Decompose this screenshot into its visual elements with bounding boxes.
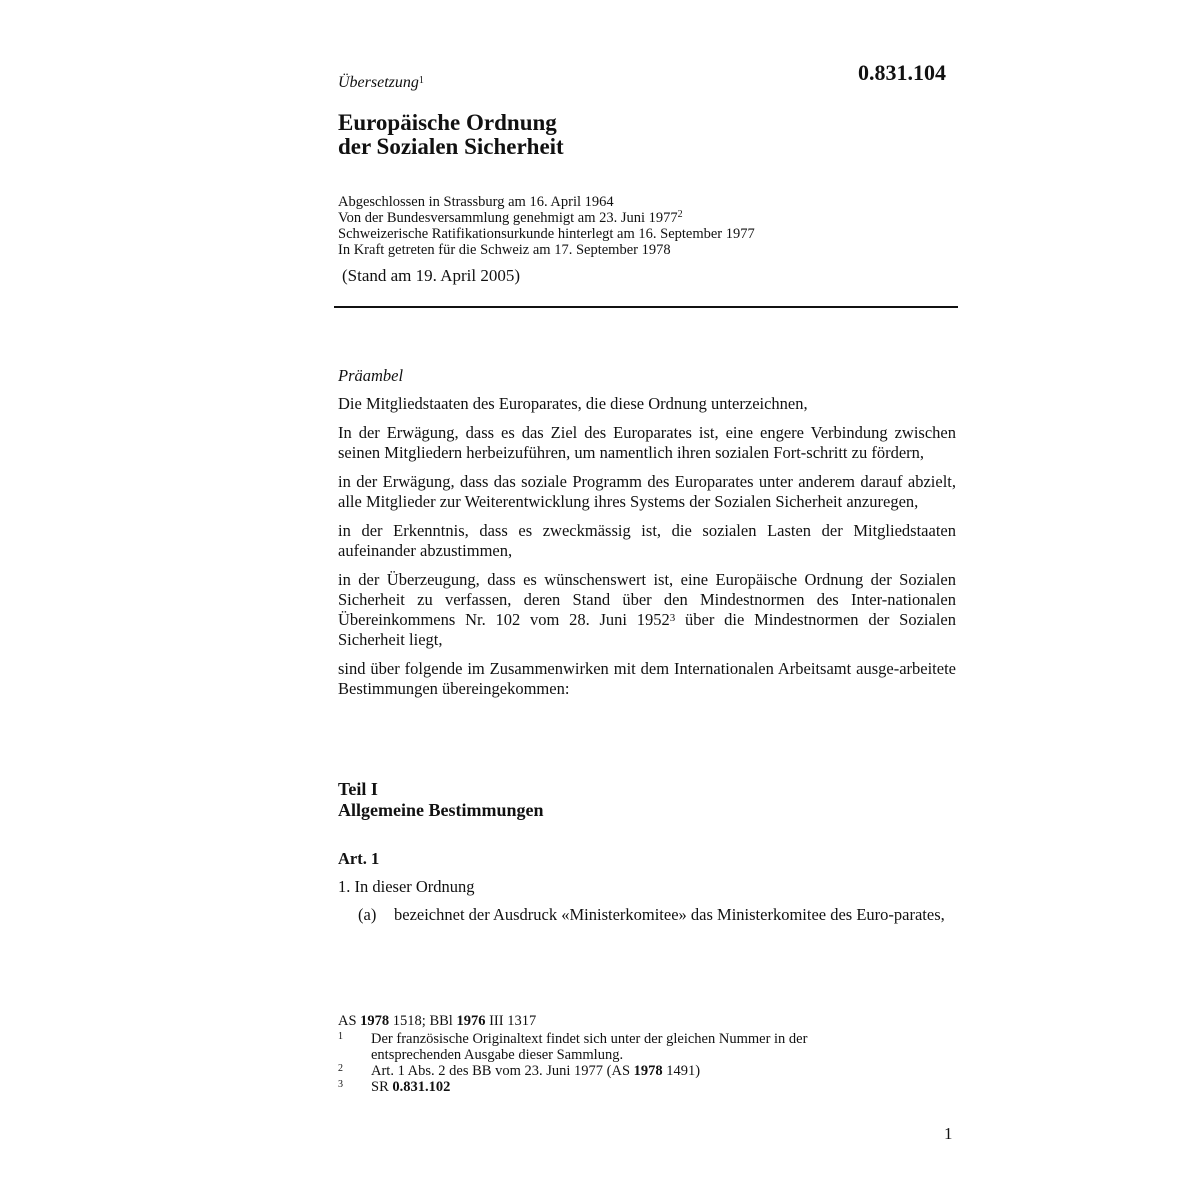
approved-date-text: Von der Bundesversammlung genehmigt am 23. Juni 1977	[338, 210, 678, 226]
preamble-body	[338, 394, 956, 708]
preamble-paragraph-6: sind über folgende im Zusammenwirken mit dem Internationalen Arbeitsamt ausge-arbeitete Bestimmungen übereingekommen:	[338, 659, 956, 698]
document-metadata	[338, 194, 755, 258]
preamble-paragraph-4: in der Erkenntnis, dass es zweckmässig ist, die sozialen Lasten der Mitgliedstaaten aufeinander abzustimmen,	[338, 521, 956, 560]
preamble-paragraph-1: Die Mitgliedstaaten des Europarates, die diese Ordnung unterzeichnen,	[338, 394, 808, 413]
sr-number: 0.831.104	[858, 60, 946, 85]
page-number: 1	[944, 1124, 953, 1143]
footnote-ref-2[interactable]: 2	[677, 209, 683, 220]
preamble-paragraph-2: In der Erwägung, dass es das Ziel des Europarates ist, eine engere Verbindung zwischen seinen Mitgliedern herbeizuführen, um namentlich ihren sozialen Fort-schritt zu fördern,	[338, 423, 956, 462]
document-title	[338, 111, 564, 159]
footnote-1	[338, 1031, 891, 1063]
part-number: Teil I	[338, 779, 378, 799]
preamble-heading: Präambel	[338, 366, 404, 385]
footnote-2-number: 2	[338, 1063, 343, 1074]
item-a-text: bezeichnet der Ausdruck «Ministerkomitee» das Ministerkomitee des Euro-parates,	[394, 905, 945, 924]
footnote-3-text	[371, 1079, 891, 1095]
as-prefix: AS	[338, 1013, 361, 1029]
footnote-2-text	[371, 1063, 891, 1079]
footnote-ref-1[interactable]: 1	[418, 75, 424, 86]
footnotes	[338, 1013, 891, 1095]
preamble-paragraph-3: in der Erwägung, dass das soziale Programm des Europarates unter anderem darauf abzielt, alle Mitglieder zur Weiterentwicklung ihres Systems der Sozialen Sicherheit anzuregen,	[338, 472, 956, 511]
preamble-paragraph-5	[338, 570, 956, 650]
preamble-paragraph-5-text: in der Überzeugung, dass es wünschenswert ist, eine Europäische Ordnung der Sozialen Sicherheit zu verfassen, deren Stand über den Mindestnormen des Inter-nationalen Übereinkommens Nr. 102 vom 28. Juni 1952	[338, 570, 956, 629]
document-title-line2: der Sozialen Sicherheit	[338, 134, 564, 159]
footnote-2-text-end: 1491)	[662, 1063, 701, 1079]
footnote-3-reference[interactable]: 0.831.102	[392, 1079, 451, 1095]
footnote-1-text: Der französische Originaltext findet sich unter der gleichen Nummer in der entsprechenden Ausgabe dieser Sammlung.	[371, 1031, 808, 1063]
footnote-3-prefix: SR	[371, 1079, 393, 1095]
part-title: Allgemeine Bestimmungen	[338, 800, 544, 820]
footnote-ref-3[interactable]: 3	[669, 612, 676, 624]
footnote-2-year: 1978	[633, 1063, 663, 1079]
preamble-paragraph-5-text-end: über die Mindestnormen der Sozialen Sicherheit liegt,	[338, 610, 956, 649]
document-title-line1: Europäische Ordnung	[338, 110, 557, 135]
as-suffix: III 1317	[485, 1013, 537, 1029]
footnote-3	[338, 1079, 891, 1095]
footnote-2-text-start: Art. 1 Abs. 2 des BB vom 23. Juni 1977 (AS	[371, 1063, 634, 1079]
official-collection-ref	[338, 1013, 891, 1029]
footnote-2	[338, 1063, 891, 1079]
concluded-date: Abgeschlossen in Strassburg am 16. April 1964	[338, 194, 614, 210]
as-year: 1978	[360, 1013, 390, 1029]
article-heading: Art. 1	[338, 849, 380, 868]
ratified-date: Schweizerische Ratifikationsurkunde hinterlegt am 16. September 1977	[338, 226, 755, 242]
as-mid: 1518; BBl	[389, 1013, 457, 1029]
part-heading	[338, 779, 543, 821]
stand-date: (Stand am 19. April 2005)	[342, 266, 521, 285]
in-force-date: In Kraft getreten für die Schweiz am 17. September 1978	[338, 242, 671, 258]
header-divider	[334, 306, 958, 308]
footnote-3-number: 3	[338, 1079, 343, 1090]
translation-text: Übersetzung	[338, 74, 419, 91]
article-paragraph-1: 1. In dieser Ordnung	[338, 877, 475, 896]
item-a-label: (a)	[358, 905, 377, 924]
bbl-year: 1976	[456, 1013, 486, 1029]
translation-label	[338, 74, 424, 92]
footnote-1-number: 1	[338, 1031, 343, 1042]
approved-date	[338, 210, 755, 226]
